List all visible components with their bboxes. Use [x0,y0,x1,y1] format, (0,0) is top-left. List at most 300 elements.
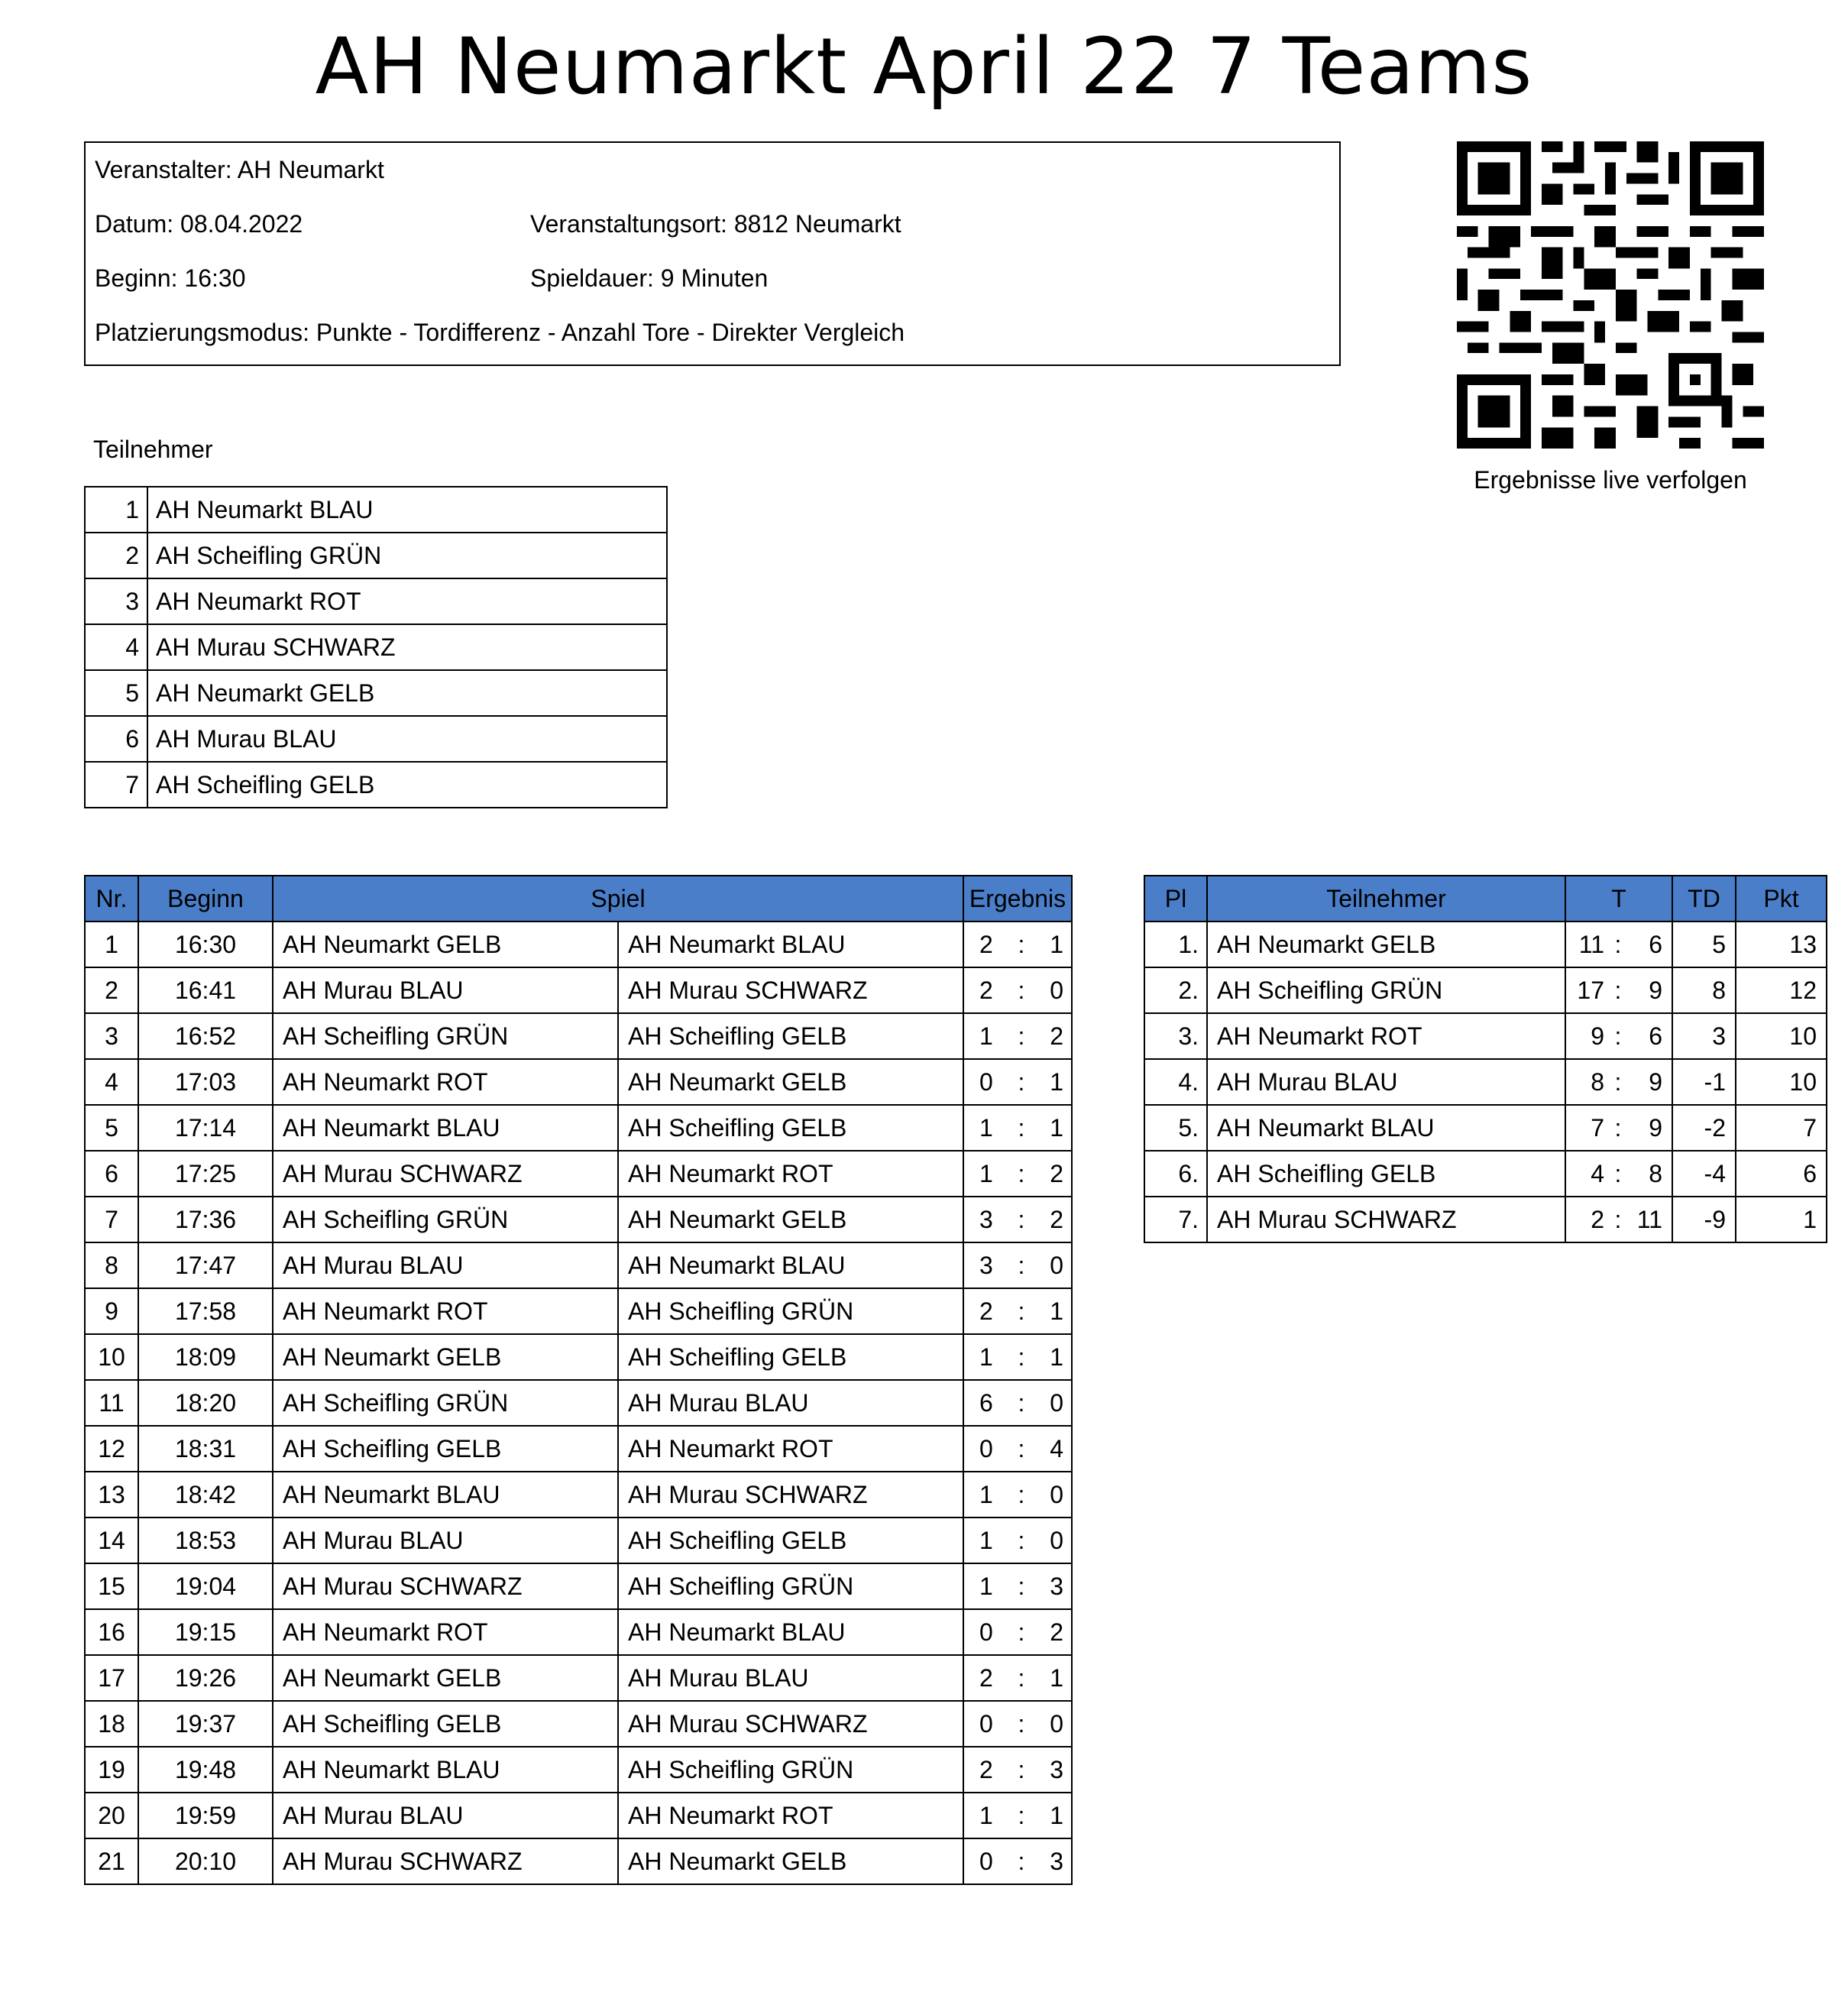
game-time: 20:10 [138,1838,273,1884]
participant-name: AH Neumarkt GELB [147,670,667,716]
away-team: AH Scheifling GELB [618,1105,963,1151]
standing-goals [1565,922,1672,967]
participants-label: Teilnehmer [93,436,213,463]
game-result [963,1609,1072,1655]
goals-separator: : [1614,1113,1622,1142]
participant-row [85,487,667,533]
home-goals: 0 [979,1067,993,1096]
result-values [964,1297,1071,1326]
standing-place: 1. [1144,922,1207,967]
game-row [85,1701,1072,1747]
result-separator: : [1018,1022,1025,1050]
game-row [85,1472,1072,1518]
standing-place: 2. [1144,967,1207,1013]
result-separator: : [1018,1847,1025,1875]
participant-row [85,762,667,808]
game-row [85,1518,1072,1563]
game-result [963,1472,1072,1518]
goals-against: 6 [1649,930,1662,958]
goals-for: 8 [1591,1067,1604,1096]
participant-row [85,670,667,716]
game-result [963,1197,1072,1242]
home-goals: 0 [979,1434,993,1462]
standing-row [1144,967,1827,1013]
result-values [964,1068,1071,1096]
standing-points: 13 [1736,922,1827,967]
page-title: AH Neumarkt April 22 7 Teams [315,21,1533,112]
game-number: 10 [85,1334,138,1380]
away-team: AH Neumarkt BLAU [618,922,963,967]
away-team: AH Neumarkt ROT [618,1151,963,1197]
game-time: 17:58 [138,1288,273,1334]
standing-goals [1565,1197,1672,1242]
standing-place: 3. [1144,1013,1207,1059]
game-number: 2 [85,967,138,1013]
away-team: AH Neumarkt GELB [618,1197,963,1242]
header-game: Spiel [273,876,963,922]
game-number: 9 [85,1288,138,1334]
home-team: AH Murau SCHWARZ [273,1838,618,1884]
standing-team: AH Neumarkt GELB [1207,922,1565,967]
home-goals: 1 [979,1572,993,1600]
game-result [963,1288,1072,1334]
standing-points: 1 [1736,1197,1827,1242]
home-goals: 0 [979,1709,993,1738]
away-team: AH Neumarkt BLAU [618,1242,963,1288]
game-result [963,1380,1072,1426]
game-row [85,1151,1072,1197]
result-values [964,1527,1071,1555]
standing-place: 6. [1144,1151,1207,1197]
game-row [85,1609,1072,1655]
game-time: 17:03 [138,1059,273,1105]
away-goals: 1 [1050,1297,1063,1325]
game-number: 5 [85,1105,138,1151]
game-number: 13 [85,1472,138,1518]
away-goals: 1 [1050,1067,1063,1096]
result-values [964,1756,1071,1784]
participant-number: 4 [85,624,147,670]
game-result [963,1838,1072,1884]
game-result [963,1013,1072,1059]
standing-points: 10 [1736,1013,1827,1059]
away-team: AH Murau SCHWARZ [618,1472,963,1518]
result-separator: : [1018,1205,1025,1233]
home-team: AH Neumarkt BLAU [273,1747,618,1793]
away-goals: 0 [1050,1388,1063,1417]
header-nr: Nr. [85,876,138,922]
goals-values [1566,1068,1672,1096]
result-separator: : [1018,1755,1025,1783]
away-goals: 0 [1050,1251,1063,1279]
participant-name: AH Scheifling GRÜN [147,533,667,578]
header-t: T [1565,876,1672,922]
home-goals: 2 [979,1297,993,1325]
participant-row [85,624,667,670]
game-number: 12 [85,1426,138,1472]
home-goals: 1 [979,1113,993,1142]
game-row [85,1793,1072,1838]
goal-difference: -2 [1672,1105,1736,1151]
result-separator: : [1018,1434,1025,1462]
goals-values [1566,931,1672,959]
game-time: 19:37 [138,1701,273,1747]
game-time: 18:31 [138,1426,273,1472]
goals-against: 6 [1649,1022,1662,1050]
header-pl: Pl [1144,876,1207,922]
away-goals: 3 [1050,1847,1063,1875]
game-number: 15 [85,1563,138,1609]
result-values [964,1573,1071,1601]
game-time: 19:48 [138,1747,273,1793]
standing-row [1144,1197,1827,1242]
result-separator: : [1018,1480,1025,1508]
standing-place: 5. [1144,1105,1207,1151]
game-time: 18:20 [138,1380,273,1426]
away-goals: 0 [1050,1709,1063,1738]
game-time: 19:04 [138,1563,273,1609]
result-values [964,977,1071,1005]
home-goals: 3 [979,1205,993,1233]
game-row [85,1105,1072,1151]
game-row [85,967,1072,1013]
result-values [964,931,1071,959]
game-result [963,967,1072,1013]
game-number: 11 [85,1380,138,1426]
game-result [963,1518,1072,1563]
home-team: AH Neumarkt ROT [273,1609,618,1655]
home-team: AH Neumarkt BLAU [273,1472,618,1518]
goals-separator: : [1614,1022,1622,1050]
participant-row [85,716,667,762]
header-team: Teilnehmer [1207,876,1565,922]
result-values [964,1848,1071,1876]
game-time: 16:41 [138,967,273,1013]
goals-against: 9 [1649,1067,1662,1096]
participant-name: AH Scheifling GELB [147,762,667,808]
result-separator: : [1018,1297,1025,1325]
participant-name: AH Neumarkt BLAU [147,487,667,533]
game-result [963,922,1072,967]
away-goals: 1 [1050,1343,1063,1371]
away-team: AH Scheifling GRÜN [618,1747,963,1793]
game-result [963,1105,1072,1151]
goals-separator: : [1614,1159,1622,1187]
standing-team: AH Neumarkt BLAU [1207,1105,1565,1151]
home-team: AH Scheifling GELB [273,1426,618,1472]
game-time: 18:09 [138,1334,273,1380]
game-time: 16:52 [138,1013,273,1059]
participants-table [84,486,668,808]
away-goals: 3 [1050,1572,1063,1600]
participant-number: 7 [85,762,147,808]
result-separator: : [1018,1709,1025,1738]
goal-difference: -4 [1672,1151,1736,1197]
home-goals: 2 [979,930,993,958]
standing-goals [1565,1013,1672,1059]
home-team: AH Scheifling GRÜN [273,1380,618,1426]
game-row [85,1838,1072,1884]
game-result [963,1563,1072,1609]
game-number: 17 [85,1655,138,1701]
home-team: AH Neumarkt GELB [273,922,618,967]
away-goals: 1 [1050,1113,1063,1142]
game-number: 20 [85,1793,138,1838]
standings-table [1144,875,1827,1243]
game-time: 18:42 [138,1472,273,1518]
goal-difference: -1 [1672,1059,1736,1105]
away-goals: 2 [1050,1205,1063,1233]
game-result [963,1334,1072,1380]
result-values [964,1160,1071,1188]
standing-row [1144,922,1827,967]
game-time: 17:36 [138,1197,273,1242]
away-goals: 3 [1050,1755,1063,1783]
game-result [963,1747,1072,1793]
away-team: AH Neumarkt BLAU [618,1609,963,1655]
home-goals: 2 [979,1755,993,1783]
away-goals: 4 [1050,1434,1063,1462]
home-team: AH Murau BLAU [273,1793,618,1838]
game-number: 18 [85,1701,138,1747]
game-number: 19 [85,1747,138,1793]
away-goals: 1 [1050,1663,1063,1692]
away-team: AH Scheifling GELB [618,1334,963,1380]
home-goals: 3 [979,1251,993,1279]
home-goals: 1 [979,1022,993,1050]
away-goals: 2 [1050,1022,1063,1050]
game-number: 4 [85,1059,138,1105]
header-begin: Beginn [138,876,273,922]
away-team: AH Murau BLAU [618,1380,963,1426]
game-time: 19:59 [138,1793,273,1838]
home-goals: 6 [979,1388,993,1417]
participant-number: 1 [85,487,147,533]
goals-separator: : [1614,1205,1622,1233]
away-team: AH Murau SCHWARZ [618,967,963,1013]
participant-row [85,533,667,578]
home-goals: 1 [979,1801,993,1829]
participant-number: 2 [85,533,147,578]
away-team: AH Scheifling GRÜN [618,1563,963,1609]
result-separator: : [1018,930,1025,958]
home-goals: 1 [979,1159,993,1187]
goals-against: 9 [1649,1113,1662,1142]
result-values [964,1481,1071,1509]
game-number: 14 [85,1518,138,1563]
away-goals: 2 [1050,1618,1063,1646]
schedule-header-row [85,876,1072,922]
result-separator: : [1018,1618,1025,1646]
home-team: AH Murau SCHWARZ [273,1563,618,1609]
goals-for: 2 [1591,1205,1604,1233]
standing-goals [1565,1105,1672,1151]
away-team: AH Neumarkt GELB [618,1059,963,1105]
home-team: AH Neumarkt GELB [273,1334,618,1380]
goals-against: 9 [1649,976,1662,1004]
standing-team: AH Murau SCHWARZ [1207,1197,1565,1242]
date-text: Datum: 08.04.2022 [95,210,303,238]
goals-against: 11 [1636,1205,1662,1233]
home-goals: 2 [979,976,993,1004]
game-result [963,1426,1072,1472]
standing-goals [1565,967,1672,1013]
away-goals: 0 [1050,1480,1063,1508]
standing-points: 12 [1736,967,1827,1013]
away-team: AH Scheifling GRÜN [618,1288,963,1334]
result-values [964,1618,1071,1647]
result-separator: : [1018,1663,1025,1692]
home-goals: 0 [979,1618,993,1646]
standing-points: 10 [1736,1059,1827,1105]
game-result [963,1793,1072,1838]
game-time: 16:30 [138,922,273,967]
result-values [964,1114,1071,1142]
game-result [963,1655,1072,1701]
home-team: AH Neumarkt GELB [273,1655,618,1701]
game-number: 16 [85,1609,138,1655]
goal-difference: 5 [1672,922,1736,967]
result-values [964,1343,1071,1372]
start-text: Beginn: 16:30 [95,264,246,292]
result-separator: : [1018,1067,1025,1096]
standing-points: 7 [1736,1105,1827,1151]
standing-team: AH Neumarkt ROT [1207,1013,1565,1059]
away-team: AH Scheifling GELB [618,1013,963,1059]
header-result: Ergebnis [963,876,1072,922]
away-team: AH Scheifling GELB [618,1518,963,1563]
game-time: 19:15 [138,1609,273,1655]
standing-goals [1565,1059,1672,1105]
home-team: AH Murau BLAU [273,1242,618,1288]
game-number: 3 [85,1013,138,1059]
game-number: 1 [85,922,138,967]
away-team: AH Neumarkt GELB [618,1838,963,1884]
standing-team: AH Scheifling GRÜN [1207,967,1565,1013]
away-goals: 1 [1050,930,1063,958]
venue-text: Veranstaltungsort: 8812 Neumarkt [530,210,901,238]
goals-for: 9 [1591,1022,1604,1050]
standing-place: 7. [1144,1197,1207,1242]
away-goals: 2 [1050,1159,1063,1187]
game-result [963,1151,1072,1197]
result-separator: : [1018,1572,1025,1600]
result-values [964,1389,1071,1417]
game-row [85,1288,1072,1334]
away-goals: 0 [1050,976,1063,1004]
game-row [85,1242,1072,1288]
game-result [963,1059,1072,1105]
home-team: AH Neumarkt ROT [273,1059,618,1105]
participant-number: 3 [85,578,147,624]
info-box [84,141,1341,366]
organizer-text: Veranstalter: AH Neumarkt [95,156,384,183]
participant-name: AH Neumarkt ROT [147,578,667,624]
result-separator: : [1018,1159,1025,1187]
game-row [85,1059,1072,1105]
participant-name: AH Murau SCHWARZ [147,624,667,670]
goals-separator: : [1614,1067,1622,1096]
goals-for: 7 [1591,1113,1604,1142]
result-separator: : [1018,1343,1025,1371]
standing-goals [1565,1151,1672,1197]
home-team: AH Scheifling GELB [273,1701,618,1747]
away-goals: 0 [1050,1526,1063,1554]
goals-values [1566,1114,1672,1142]
standing-team: AH Scheifling GELB [1207,1151,1565,1197]
game-row [85,1655,1072,1701]
result-values [964,1802,1071,1830]
standing-team: AH Murau BLAU [1207,1059,1565,1105]
standing-row [1144,1059,1827,1105]
away-team: AH Murau SCHWARZ [618,1701,963,1747]
goals-separator: : [1614,930,1622,958]
game-number: 21 [85,1838,138,1884]
header-pkt: Pkt [1736,876,1827,922]
result-values [964,1022,1071,1051]
duration-text: Spieldauer: 9 Minuten [530,264,769,292]
goals-for: 11 [1578,930,1604,958]
participant-name: AH Murau BLAU [147,716,667,762]
home-team: AH Neumarkt ROT [273,1288,618,1334]
goals-for: 17 [1577,976,1604,1004]
result-separator: : [1018,1526,1025,1554]
standings-header-row [1144,876,1827,922]
goals-against: 8 [1649,1159,1662,1187]
result-values [964,1435,1071,1463]
participant-row [85,578,667,624]
standing-row [1144,1151,1827,1197]
goals-values [1566,1206,1672,1234]
home-team: AH Murau SCHWARZ [273,1151,618,1197]
game-time: 17:47 [138,1242,273,1288]
game-number: 7 [85,1197,138,1242]
participant-number: 6 [85,716,147,762]
goal-difference: 8 [1672,967,1736,1013]
goal-difference: 3 [1672,1013,1736,1059]
game-row [85,1197,1072,1242]
goals-values [1566,977,1672,1005]
home-team: AH Scheifling GRÜN [273,1013,618,1059]
participant-number: 5 [85,670,147,716]
result-values [964,1664,1071,1692]
result-separator: : [1018,1251,1025,1279]
home-team: AH Scheifling GRÜN [273,1197,618,1242]
result-values [964,1710,1071,1738]
game-result [963,1701,1072,1747]
away-team: AH Murau BLAU [618,1655,963,1701]
game-result [963,1242,1072,1288]
game-time: 18:53 [138,1518,273,1563]
mode-text: Platzierungsmodus: Punkte - Tordifferenz - Anzahl Tore - Direkter Vergleich [95,319,905,346]
result-separator: : [1018,1388,1025,1417]
standing-place: 4. [1144,1059,1207,1105]
qr-code-icon[interactable] [1457,141,1764,449]
standing-row [1144,1013,1827,1059]
result-values [964,1206,1071,1234]
goals-separator: : [1614,976,1622,1004]
game-row [85,1747,1072,1793]
standing-points: 6 [1736,1151,1827,1197]
game-number: 6 [85,1151,138,1197]
game-row [85,1334,1072,1380]
home-goals: 0 [979,1847,993,1875]
result-separator: : [1018,976,1025,1004]
game-row [85,1380,1072,1426]
away-team: AH Neumarkt ROT [618,1793,963,1838]
home-team: AH Neumarkt BLAU [273,1105,618,1151]
goals-for: 4 [1591,1159,1604,1187]
